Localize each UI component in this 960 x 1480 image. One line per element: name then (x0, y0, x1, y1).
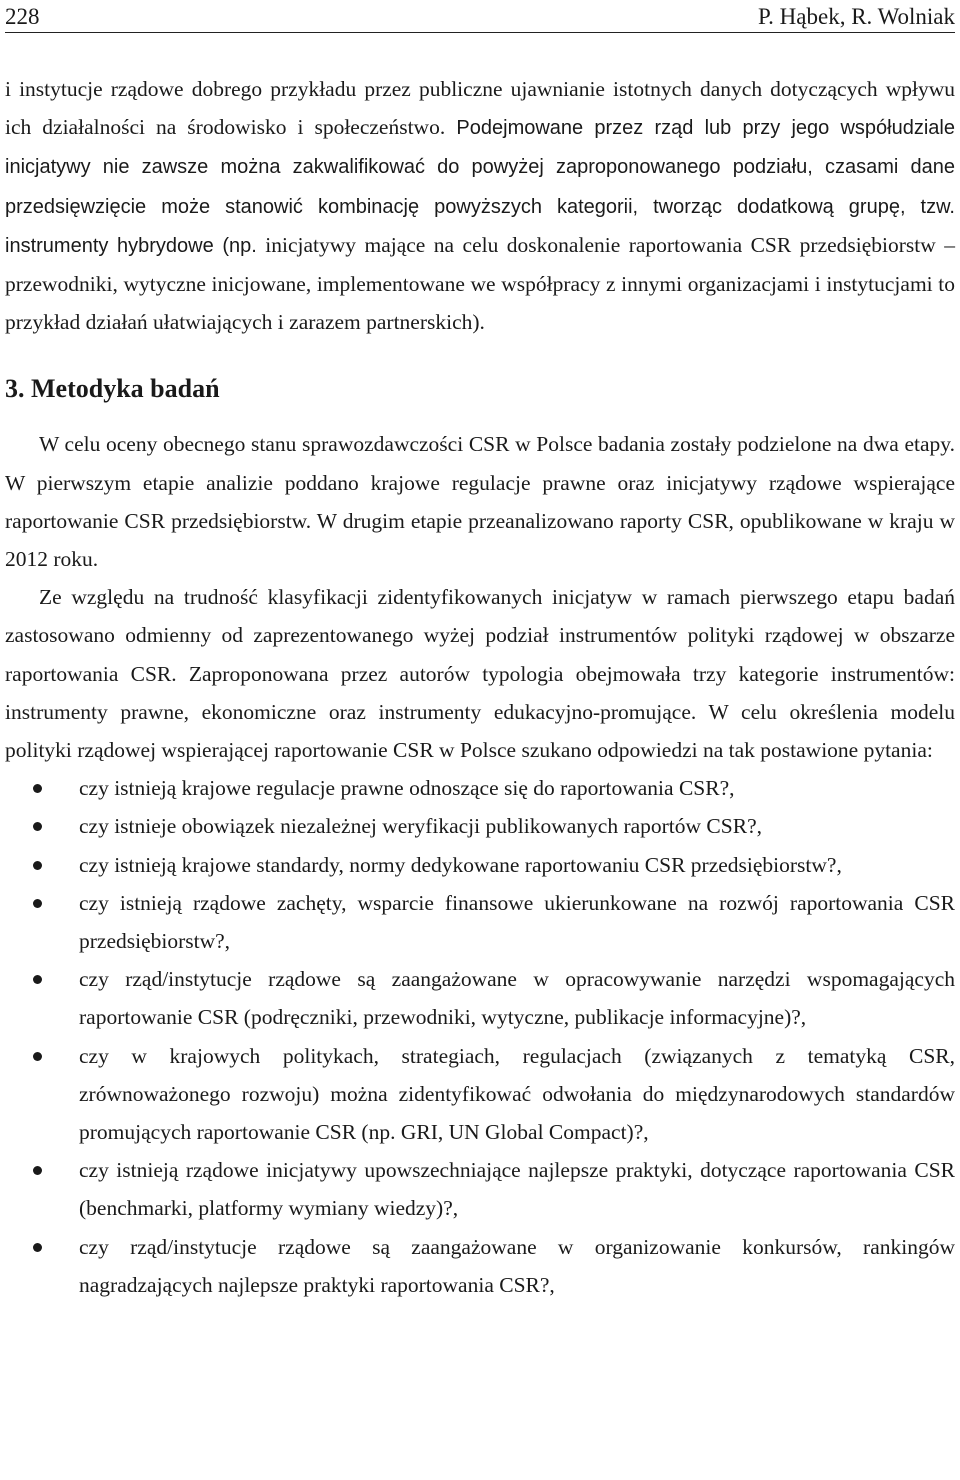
question-list (5, 769, 955, 1304)
bullet-icon (33, 822, 42, 831)
document-page (5, 0, 955, 1304)
list-item-text: czy istnieją rządowe inicjatywy upowszechniające najlepsze praktyki, dotyczące raportowania CSR (benchmarki, platformy wymiany wiedzy)?, (79, 1158, 955, 1221)
bullet-icon (33, 1166, 42, 1175)
list-item-text: czy istnieje obowiązek niezależnej weryfikacji publikowanych raportów CSR?, (79, 814, 762, 839)
header-authors: P. Hąbek, R. Wolniak (757, 4, 955, 29)
bullet-icon (33, 1052, 42, 1061)
paragraph-3: Ze względu na trudność klasyfikacji zidentyfikowanych inicjatyw w ramach pierwszego etapu badań zastosowano odmienny od zaprezentowanego wyżej podział instrumentów polityki rządowej w obszarze raportowania CSR. Zaproponowana przez autorów typologia obejmowała trzy kategorie instrumentów: instrumenty prawne, ekonomiczne oraz instrumenty edukacyjno-promujące. W celu określenia modelu polityki rządowej wspierającej raportowanie CSR w Polsce szukano odpowiedzi na tak postawione pytania: (5, 585, 955, 763)
page-number: 228 (5, 4, 40, 29)
paragraph-1-part-3: inicjatywy mające na celu doskonalenie raportowania CSR przedsiębiorstw – przewodniki, wytyczne inicjowane, implementowane we współpracy z innymi organizacjami i instytucjami to przykład działań ułatwiających i zarazem partnerskich). (5, 232, 955, 335)
list-item-text: czy rząd/instytucje rządowe są zaangażowane w organizowanie konkursów, rankingów nagradzających najlepsze praktyki raportowania CSR?, (79, 1234, 955, 1297)
list-item-text: czy w krajowych politykach, strategiach, regulacjach (związanych z tematyką CSR, zrównoważonego rozwoju) można zidentyfikować odwołania do międzynarodowych standardów promujących raportowanie CSR (np. GRI, UN Global Compact)?, (79, 1043, 955, 1145)
list-item (5, 1037, 955, 1152)
list-item (5, 807, 955, 845)
list-item (5, 1228, 955, 1304)
paragraph-1-part-2: Podejmowane przez rząd lub przy jego współudziale inicjatywy nie zawsze można zakwalifikować do powyżej zaproponowanego podziału, czasami dane przedsięwzięcie może stanowić kombinację powyższych kategorii, tworząc dodatkową grupę, tzw. instrumenty hybrydowe (np. (5, 117, 955, 257)
list-item-text: czy istnieją rządowe zachęty, wsparcie finansowe ukierunkowane na rozwój raportowania CSR przedsiębiorstw?, (79, 890, 955, 954)
section-heading: 3. Metodyka badań (5, 374, 220, 404)
paragraph-2: W celu oceny obecnego stanu sprawozdawczości CSR w Polsce badania zostały podzielone na dwa etapy. W pierwszym etapie analizie poddano krajowe regulacje prawne oraz inicjatywy rządowe wspierające raportowanie CSR przedsiębiorstw. W drugim etapie przeanalizowano raporty CSR, opublikowane w kraju w 2012 roku. (5, 432, 955, 572)
list-item-text: czy rząd/instytucje rządowe są zaangażowane w opracowywanie narzędzi wspomagających raportowanie CSR (podręczniki, przewodniki, wytyczne, publikacje informacyjne)?, (79, 967, 955, 1030)
list-item (5, 1151, 955, 1227)
list-item (5, 960, 955, 1036)
list-item (5, 884, 955, 960)
list-item (5, 846, 955, 884)
bullet-icon (33, 899, 42, 908)
list-item-text: czy istnieją krajowe regulacje prawne odnoszące się do raportowania CSR?, (79, 776, 735, 801)
list-item (5, 769, 955, 807)
bullet-icon (33, 1243, 42, 1252)
running-header (5, 0, 955, 33)
paragraph-1-part-1: i instytucje rządowe dobrego przykładu przez publiczne ujawnianie istotnych danych dotyczących wpływu ich działalności na środowisko i społeczeństwo. (5, 77, 955, 140)
bullet-icon (33, 784, 42, 793)
bullet-icon (33, 975, 42, 984)
list-item-text: czy istnieją krajowe standardy, normy dedykowane raportowaniu CSR przedsiębiorstw?, (79, 852, 842, 877)
paragraph-1 (5, 70, 955, 341)
bullet-icon (33, 861, 42, 870)
body-text (5, 70, 955, 1304)
